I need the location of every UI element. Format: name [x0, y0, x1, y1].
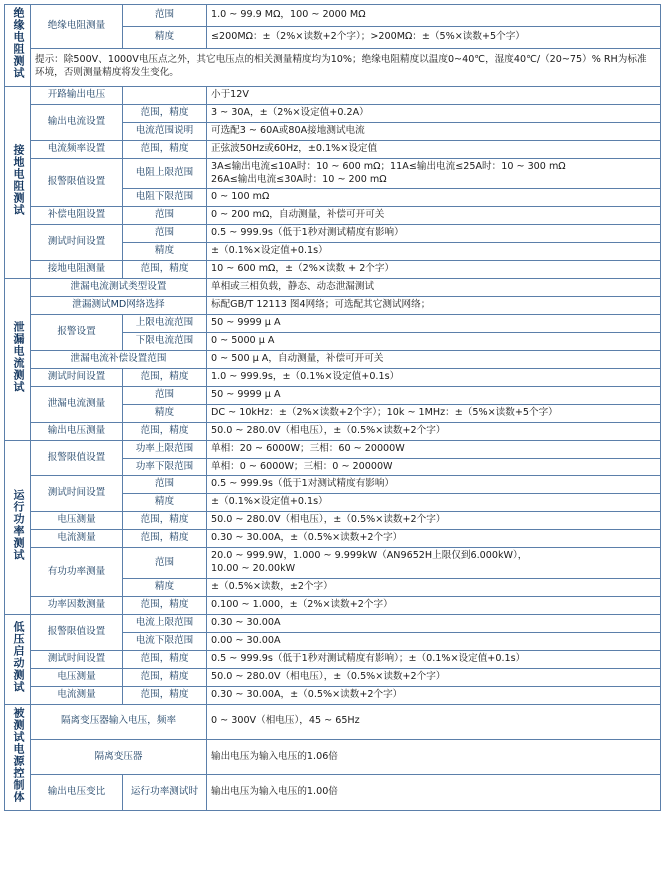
- parameter-name: 补偿电阻设置: [31, 207, 123, 225]
- parameter-subname: 范围，精度: [123, 261, 207, 279]
- table-row: [5, 104, 661, 122]
- parameter-value: 0.30 ~ 30.00A，±（0.5%×读数+2个字）: [207, 686, 661, 704]
- parameter-value: 50.0 ~ 280.0V（相电压），±（0.5%×读数+2个字）: [207, 668, 661, 686]
- parameter-value: 正弦波50Hz或60Hz，±0.1%×设定值: [207, 140, 661, 158]
- parameter-value: 单相或三相负载，静态、动态泄漏测试: [207, 279, 661, 297]
- table-row: [5, 686, 661, 704]
- section-header-lowvolt: [5, 614, 31, 704]
- section-title-label: 低压启动测试: [11, 620, 25, 693]
- parameter-subname: 电流下限范围: [123, 632, 207, 650]
- parameter-subname: 范围，精度: [123, 368, 207, 386]
- section-header-dut-power: [5, 704, 31, 810]
- parameter-value: 小于12V: [207, 86, 661, 104]
- parameter-name: 电流测量: [31, 686, 123, 704]
- table-row: [5, 86, 661, 104]
- section-title-label: 运行功率测试: [11, 488, 25, 561]
- parameter-name: 输出电压测量: [31, 422, 123, 440]
- parameter-subname: 电阻下限范围: [123, 189, 207, 207]
- parameter-subname: 范围，精度: [123, 512, 207, 530]
- parameter-subname: 范围，精度: [123, 650, 207, 668]
- parameter-subname: 精度: [123, 404, 207, 422]
- parameter-value: DC ~ 10kHz：±（2%×读数+2个字）；10k ~ 1MHz：±（5%×读数+5个字）: [207, 404, 661, 422]
- table-row: [5, 48, 661, 86]
- parameter-subname: [123, 86, 207, 104]
- parameter-subname: 电流范围说明: [123, 122, 207, 140]
- parameter-subname: 精度: [123, 579, 207, 597]
- table-row: [5, 225, 661, 243]
- parameter-value: ±（0.5%×读数，±2个字）: [207, 579, 661, 597]
- parameter-subname: 精度: [123, 494, 207, 512]
- parameter-name: 接地电阻测量: [31, 261, 123, 279]
- parameter-subname: 范围: [123, 386, 207, 404]
- table-row: [5, 548, 661, 579]
- parameter-value: 50 ~ 9999 μ A: [207, 386, 661, 404]
- table-row: [5, 512, 661, 530]
- parameter-name: 泄漏电流测试类型设置: [31, 279, 207, 297]
- parameter-subname: 范围: [123, 5, 207, 27]
- parameter-value: 0.5 ~ 999.9s（低于1对测试精度有影响）: [207, 476, 661, 494]
- parameter-subname: 下限电流范围: [123, 332, 207, 350]
- table-row: [5, 597, 661, 615]
- parameter-value: 0 ~ 300V（相电压），45 ~ 65Hz: [207, 704, 661, 739]
- parameter-value: 输出电压为输入电压的1.00倍: [207, 775, 661, 810]
- parameter-subname: 上限电流范围: [123, 315, 207, 333]
- parameter-subname: 范围: [123, 207, 207, 225]
- parameter-subname: 精度: [123, 243, 207, 261]
- table-row: [5, 279, 661, 297]
- parameter-name: 电流测量: [31, 530, 123, 548]
- table-row: [5, 530, 661, 548]
- table-row: [5, 140, 661, 158]
- parameter-value: 0.30 ~ 30.00A，±（0.5%×读数+2个字）: [207, 530, 661, 548]
- parameter-value: 0 ~ 200 mΩ，自动测量，补偿可开可关: [207, 207, 661, 225]
- parameter-name: 有功功率测量: [31, 548, 123, 597]
- parameter-name: 报警设置: [31, 315, 123, 351]
- parameter-name: 隔离变压器: [31, 739, 207, 774]
- section-title-label: 泄漏电流测试: [11, 320, 25, 393]
- table-row: [5, 775, 661, 810]
- table-row: [5, 440, 661, 458]
- table-row: [5, 650, 661, 668]
- parameter-name: 电流频率设置: [31, 140, 123, 158]
- parameter-subname: 范围: [123, 225, 207, 243]
- table-row: [5, 422, 661, 440]
- table-row: [5, 368, 661, 386]
- table-row: [5, 386, 661, 404]
- parameter-subname: 范围，精度: [123, 686, 207, 704]
- specifications-table: [4, 4, 661, 811]
- parameter-name: 开路输出电压: [31, 86, 123, 104]
- parameter-subname: 电流上限范围: [123, 614, 207, 632]
- parameter-value: 1.0 ~ 999.9s，±（0.1%×设定值+0.1s）: [207, 368, 661, 386]
- parameter-subname: 范围: [123, 548, 207, 579]
- parameter-value: 标配GB/T 12113 图4网络；可选配其它测试网络；: [207, 297, 661, 315]
- parameter-name: 功率因数测量: [31, 597, 123, 615]
- table-row: [5, 207, 661, 225]
- parameter-value: 单相：0 ~ 6000W；三相：0 ~ 20000W: [207, 458, 661, 476]
- section-note: 提示：除500V、1000V电压点之外，其它电压点的相关测量精度均为10%；绝缘电阻精度以温度0~40℃，湿度40℃/（20~75）% RH为标准环境，否则测量精度将发生变化。: [31, 48, 661, 86]
- parameter-subname: 范围，精度: [123, 422, 207, 440]
- parameter-value: 0 ~ 100 mΩ: [207, 189, 661, 207]
- parameter-value: 10 ~ 600 mΩ，±（2%×读数 + 2个字）: [207, 261, 661, 279]
- table-row: [5, 315, 661, 333]
- section-header-leakage: [5, 279, 31, 440]
- parameter-value: 单相：20 ~ 6000W；三相：60 ~ 20000W: [207, 440, 661, 458]
- table-row: [5, 5, 661, 27]
- parameter-value: 可选配3 ~ 60A或80A接地测试电流: [207, 122, 661, 140]
- parameter-name: 泄漏电流补偿设置范围: [31, 350, 207, 368]
- parameter-name: 泄漏电流测量: [31, 386, 123, 422]
- parameter-value: 3A≤输出电流≤10A时：10 ~ 600 mΩ；11A≤输出电流≤25A时：10 ~ 300 mΩ 26A≤输出电流≤30A时：10 ~ 200 mΩ: [207, 158, 661, 189]
- parameter-subname: 电阻上限范围: [123, 158, 207, 189]
- parameter-name: 测试时间设置: [31, 225, 123, 261]
- parameter-value: ≤200MΩ：±（2%×读数+2个字）；>200MΩ：±（5%×读数+5个字）: [207, 26, 661, 48]
- parameter-name: 输出电流设置: [31, 104, 123, 140]
- parameter-value: 1.0 ~ 99.9 MΩ，100 ~ 2000 MΩ: [207, 5, 661, 27]
- table-row: [5, 704, 661, 739]
- table-row: [5, 158, 661, 189]
- table-row: [5, 261, 661, 279]
- parameter-subname: 范围，精度: [123, 140, 207, 158]
- parameter-name: 电压测量: [31, 668, 123, 686]
- parameter-name: 测试时间设置: [31, 650, 123, 668]
- table-row: [5, 350, 661, 368]
- table-body: [5, 5, 661, 811]
- parameter-value: 0 ~ 500 μ A，自动测量，补偿可开可关: [207, 350, 661, 368]
- section-header-power: [5, 440, 31, 614]
- section-title-label: 接地电阻测试: [11, 144, 25, 217]
- parameter-subname: 范围，精度: [123, 597, 207, 615]
- parameter-value: 0.5 ~ 999.9s（低于1秒对测试精度有影响）；±（0.1%×设定值+0.1s）: [207, 650, 661, 668]
- parameter-value: 0.5 ~ 999.9s（低于1秒对测试精度有影响）: [207, 225, 661, 243]
- table-row: [5, 668, 661, 686]
- parameter-name: 报警限值设置: [31, 440, 123, 476]
- parameter-subname: 功率下限范围: [123, 458, 207, 476]
- parameter-value: ±（0.1%×设定值+0.1s）: [207, 494, 661, 512]
- parameter-name: 测试时间设置: [31, 368, 123, 386]
- section-title-label: 绝缘电阻测试: [11, 7, 25, 79]
- parameter-name: 绝缘电阻测量: [31, 5, 123, 49]
- table-row: [5, 476, 661, 494]
- parameter-subname: 运行功率测试时: [123, 775, 207, 810]
- section-header-insulation: [5, 5, 31, 87]
- table-row: [5, 739, 661, 774]
- section-header-ground: [5, 86, 31, 278]
- parameter-name: 报警限值设置: [31, 614, 123, 650]
- table-row: [5, 297, 661, 315]
- parameter-value: 0.100 ~ 1.000，±（2%×读数+2个字）: [207, 597, 661, 615]
- parameter-value: 50.0 ~ 280.0V（相电压），±（0.5%×读数+2个字）: [207, 512, 661, 530]
- parameter-subname: 功率上限范围: [123, 440, 207, 458]
- parameter-name: 测试时间设置: [31, 476, 123, 512]
- section-title-label: 被测试电源控制体: [11, 706, 25, 803]
- table-row: [5, 614, 661, 632]
- parameter-name: 泄漏测试MD网络选择: [31, 297, 207, 315]
- parameter-value: 0 ~ 5000 μ A: [207, 332, 661, 350]
- parameter-value: 50.0 ~ 280.0V（相电压），±（0.5%×读数+2个字）: [207, 422, 661, 440]
- parameter-name: 报警限值设置: [31, 158, 123, 207]
- parameter-value: 50 ~ 9999 μ A: [207, 315, 661, 333]
- parameter-value: 3 ~ 30A，±（2%×设定值+0.2A）: [207, 104, 661, 122]
- parameter-subname: 范围，精度: [123, 530, 207, 548]
- parameter-subname: 范围，精度: [123, 668, 207, 686]
- parameter-value: 0.30 ~ 30.00A: [207, 614, 661, 632]
- parameter-subname: 精度: [123, 26, 207, 48]
- parameter-name: 电压测量: [31, 512, 123, 530]
- parameter-value: ±（0.1%×设定值+0.1s）: [207, 243, 661, 261]
- parameter-value: 0.00 ~ 30.00A: [207, 632, 661, 650]
- parameter-subname: 范围: [123, 476, 207, 494]
- parameter-subname: 范围，精度: [123, 104, 207, 122]
- parameter-name: 输出电压变比: [31, 775, 123, 810]
- parameter-name: 隔离变压器输入电压，频率: [31, 704, 207, 739]
- parameter-value: 输出电压为输入电压的1.06倍: [207, 739, 661, 774]
- parameter-value: 20.0 ~ 999.9W，1.000 ~ 9.999kW（AN9652H上限仅到6.000kW）， 10.00 ~ 20.00kW: [207, 548, 661, 579]
